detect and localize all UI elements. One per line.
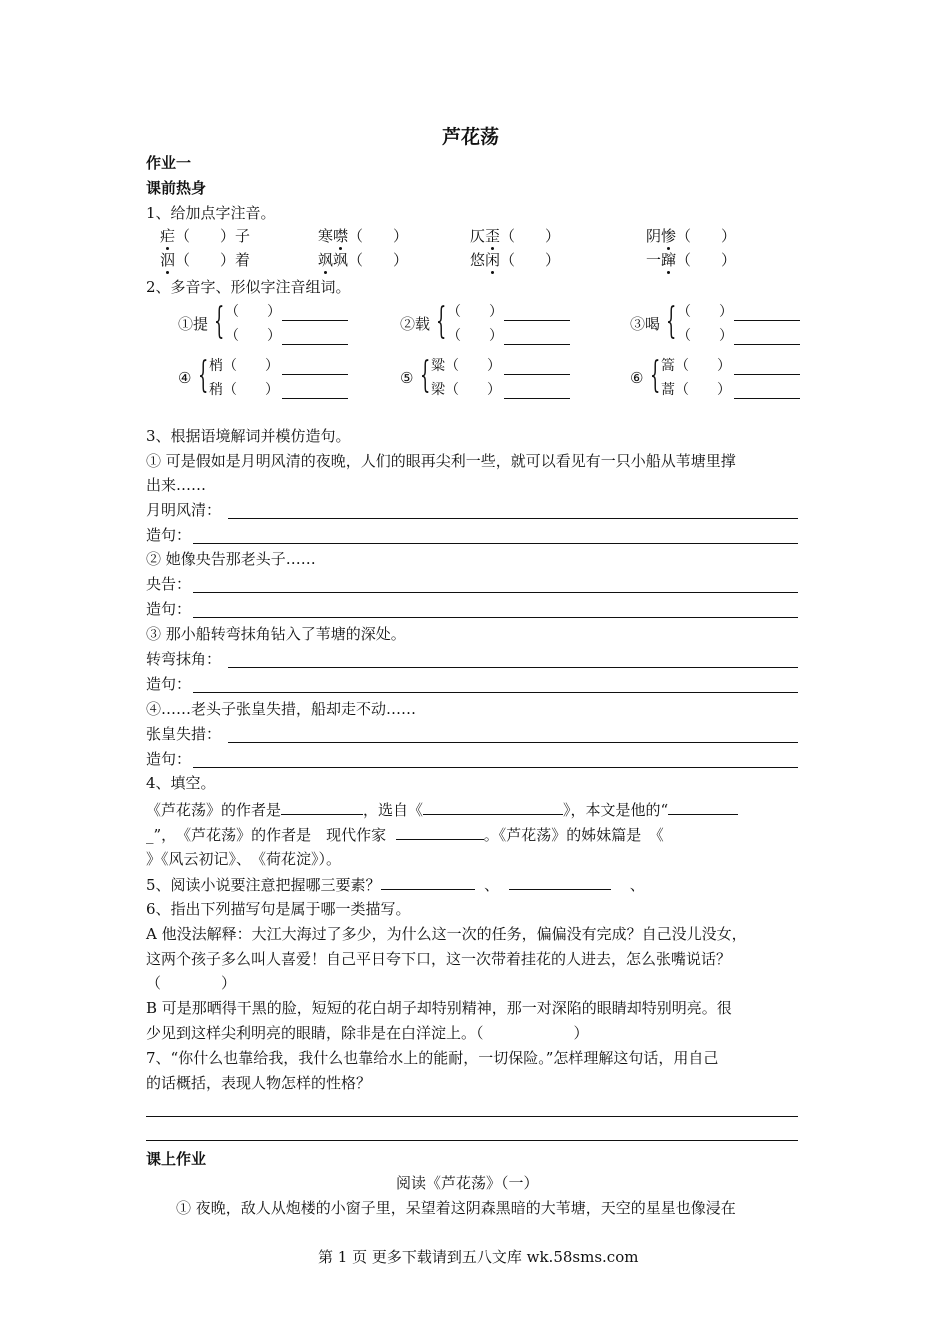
q1-item-prefix: 阴 bbox=[646, 227, 662, 245]
q1-item-blank[interactable]: （ ） bbox=[676, 227, 737, 245]
page-footer: 第 1 页 更多下载请到五八文库 wk.58sms.com bbox=[318, 1248, 639, 1266]
q5-label: 5、阅读小说要注意把握哪三要素？ bbox=[146, 876, 381, 894]
q3-sentence-1a: ① 可是假如是月明风清的夜晚，人们的眼再尖利一些，就可以看见有一只小船从苇塘里撑 bbox=[146, 452, 736, 470]
q4-text-source: ，选自《 bbox=[363, 801, 424, 819]
q1-item bbox=[646, 226, 736, 246]
answer-line[interactable] bbox=[193, 617, 798, 618]
q1-item bbox=[318, 250, 408, 270]
q2-pinyin-blank[interactable]: 蒿（ ） bbox=[661, 382, 731, 398]
q4-text-genre: 》，本文是他的“ bbox=[563, 801, 669, 819]
brace-icon: { bbox=[198, 355, 209, 396]
q3-word-3: 转弯抹角： bbox=[146, 650, 222, 668]
q2-word-line[interactable] bbox=[734, 374, 800, 375]
q1-dotted-char: 惨 bbox=[661, 227, 677, 245]
q2-group-number: ④ bbox=[178, 369, 192, 387]
q1-item-prefix: 寒 bbox=[318, 227, 334, 245]
q2-group-number: ②载 bbox=[400, 315, 431, 333]
q1-item-blank[interactable]: （ ） bbox=[348, 227, 409, 245]
answer-line[interactable] bbox=[228, 667, 798, 668]
q2-group-number: ①提 bbox=[178, 315, 209, 333]
q2-word-line[interactable] bbox=[734, 344, 800, 345]
q1-item-prefix: 仄 bbox=[470, 227, 486, 245]
q1-item-prefix: 一 bbox=[646, 251, 662, 269]
q6-a-line-2: 这两个孩子多么叫人喜爱！自己平日夸下口，这一次带着挂花的人进去，怎么张嘴说话？ bbox=[146, 950, 732, 968]
q2-word-line[interactable] bbox=[734, 398, 800, 399]
q1-item-blank[interactable]: 飒（ ） bbox=[333, 251, 409, 269]
answer-line[interactable] bbox=[193, 692, 798, 693]
q4-text-author: 《芦花荡》的作者是 bbox=[146, 801, 282, 819]
q3-sentence-4: ④……老头子张皇失措，船却走不动…… bbox=[146, 700, 417, 718]
q2-group-number: ⑥ bbox=[630, 369, 644, 387]
q1-item bbox=[160, 226, 250, 246]
q2-pinyin-blank[interactable]: （ ） bbox=[447, 328, 503, 344]
q1-dotted-char: 飒 bbox=[318, 251, 334, 269]
q4-line-3: 》《风云初记》、 《荷花淀》）。 bbox=[146, 850, 342, 868]
q1-item-blank[interactable]: （ ） bbox=[500, 227, 561, 245]
q2-group-number: ③喝 bbox=[630, 315, 661, 333]
q2-word-line[interactable] bbox=[282, 344, 348, 345]
q6-b-line-2: 少见到这样尖利明亮的眼睛，除非是在白洋淀上。（ ） bbox=[146, 1024, 589, 1042]
q2-word-line[interactable] bbox=[282, 320, 348, 321]
q1-item-blank[interactable]: （ ） bbox=[500, 251, 561, 269]
q2-word-line[interactable] bbox=[504, 320, 570, 321]
q2-word-line[interactable] bbox=[282, 398, 348, 399]
blank-genre[interactable] bbox=[668, 799, 738, 815]
reading-title: 阅读《芦花荡》（一） bbox=[396, 1174, 539, 1192]
q2-label: 2、多音字、形似字注音组词。 bbox=[146, 278, 351, 296]
answer-line[interactable] bbox=[193, 592, 798, 593]
reading-paragraph-1: ① 夜晚，敌人从炮楼的小窗子里，呆望着这阴森黑暗的大苇塘，天空的星星也像浸在 bbox=[176, 1199, 736, 1217]
q3-label: 3、根据语境解词并模仿造句。 bbox=[146, 427, 351, 445]
q1-dotted-char: 歪 bbox=[485, 227, 501, 245]
q2-pinyin-blank[interactable]: 梢（ ） bbox=[209, 358, 279, 374]
section-heading-hw2: 课上作业 bbox=[146, 1150, 207, 1168]
q1-dotted-char: 疟 bbox=[160, 227, 176, 245]
q4-line-2 bbox=[146, 824, 664, 845]
answer-line[interactable] bbox=[193, 543, 798, 544]
q2-group-number: ⑤ bbox=[400, 369, 414, 387]
q4-text-writer: _”， 《芦花荡》的作者是 现代作家 bbox=[146, 826, 387, 844]
q1-dotted-char: 泅 bbox=[160, 251, 176, 269]
section-heading-hw1: 作业一 bbox=[146, 154, 192, 172]
blank-element-1[interactable] bbox=[381, 874, 475, 890]
q2-pinyin-blank[interactable]: （ ） bbox=[677, 328, 733, 344]
q5-sep-1: 、 bbox=[484, 876, 500, 894]
q1-item bbox=[470, 226, 560, 246]
q1-dotted-char: 蹿 bbox=[661, 251, 677, 269]
brace-icon: { bbox=[214, 301, 225, 342]
q3-sentence-3: ③ 那小船转弯抹角钻入了苇塘的深处。 bbox=[146, 625, 406, 643]
q6-label: 6、指出下列描写句是属于哪一类描写。 bbox=[146, 900, 411, 918]
answer-line[interactable] bbox=[228, 518, 798, 519]
q2-pinyin-blank[interactable]: （ ） bbox=[225, 304, 281, 320]
q2-word-line[interactable] bbox=[734, 320, 800, 321]
q1-item bbox=[318, 226, 408, 246]
q2-pinyin-blank[interactable]: 稍（ ） bbox=[209, 382, 279, 398]
q6-a-line-1: A 他没法解释：大江大海过了多少，为什么这一次的任务，偏偏没有完成？自己没儿没女， bbox=[146, 925, 747, 943]
q2-pinyin-blank[interactable]: 篙（ ） bbox=[661, 358, 731, 374]
q2-pinyin-blank[interactable]: 粱（ ） bbox=[431, 358, 501, 374]
blank-element-2[interactable] bbox=[509, 874, 611, 890]
page-title: 芦花荡 bbox=[442, 126, 500, 148]
q6-a-answer[interactable]: （ ） bbox=[146, 974, 237, 992]
q3-zaoju-4: 造句： bbox=[146, 750, 192, 768]
q5-line bbox=[146, 874, 645, 895]
q3-word-1: 月明风清： bbox=[146, 501, 222, 519]
q3-sentence-2: ② 她像央告那老头子…… bbox=[146, 550, 316, 568]
q2-pinyin-blank[interactable]: 梁（ ） bbox=[431, 382, 501, 398]
q1-item bbox=[470, 250, 560, 270]
q2-word-line[interactable] bbox=[504, 374, 570, 375]
q2-pinyin-blank[interactable]: （ ） bbox=[447, 304, 503, 320]
q3-word-4: 张皇失措： bbox=[146, 725, 222, 743]
q1-item-blank[interactable]: （ ）着 bbox=[175, 251, 251, 269]
q2-pinyin-blank[interactable]: （ ） bbox=[225, 328, 281, 344]
q1-item-prefix: 悠 bbox=[470, 251, 486, 269]
q4-label: 4、填空。 bbox=[146, 774, 216, 792]
q3-zaoju-3: 造句： bbox=[146, 675, 192, 693]
section-heading-warmup: 课前热身 bbox=[146, 179, 207, 197]
q1-label: 1、给加点字注音。 bbox=[146, 204, 276, 222]
q1-item-blank[interactable]: （ ） bbox=[676, 251, 737, 269]
q2-pinyin-blank[interactable]: （ ） bbox=[677, 304, 733, 320]
q3-word-2: 央告： bbox=[146, 575, 192, 593]
q5-sep-2: 、 bbox=[629, 876, 645, 894]
q4-text-sister: 。《芦花荡》的姊妹篇是 《 bbox=[483, 826, 664, 844]
q1-dotted-char: 噤 bbox=[333, 227, 349, 245]
q2-word-line[interactable] bbox=[282, 374, 348, 375]
q1-item bbox=[160, 250, 250, 270]
answer-line[interactable] bbox=[146, 1140, 798, 1141]
q1-item bbox=[646, 250, 736, 270]
q2-word-line[interactable] bbox=[504, 398, 570, 399]
q7-line-1: 7、“你什么也靠给我，我什么也靠给水上的能耐，一切保险。”怎样理解这句话，用自己 bbox=[146, 1049, 719, 1067]
q3-sentence-1b: 出来…… bbox=[146, 476, 207, 494]
q2-word-line[interactable] bbox=[504, 344, 570, 345]
brace-icon: { bbox=[436, 301, 447, 342]
brace-icon: { bbox=[666, 301, 677, 342]
q3-zaoju-1: 造句： bbox=[146, 526, 192, 544]
brace-icon: { bbox=[420, 355, 431, 396]
q7-line-2: 的话概括，表现人物怎样的性格？ bbox=[146, 1074, 372, 1092]
q6-b-line-1: B 可是那晒得干黑的脸，短短的花白胡子却特别精神，那一对深陷的眼睛却特别明亮。很 bbox=[146, 999, 732, 1017]
q4-line-1 bbox=[146, 799, 738, 820]
brace-icon: { bbox=[650, 355, 661, 396]
answer-line[interactable] bbox=[228, 742, 798, 743]
blank-writer[interactable] bbox=[396, 824, 484, 840]
q3-zaoju-2: 造句： bbox=[146, 600, 192, 618]
q1-item-blank[interactable]: （ ）子 bbox=[175, 227, 251, 245]
blank-author[interactable] bbox=[281, 799, 363, 815]
blank-source[interactable] bbox=[423, 799, 563, 815]
answer-line[interactable] bbox=[193, 767, 798, 768]
answer-line[interactable] bbox=[146, 1116, 798, 1117]
q1-dotted-char: 闲 bbox=[485, 251, 501, 269]
